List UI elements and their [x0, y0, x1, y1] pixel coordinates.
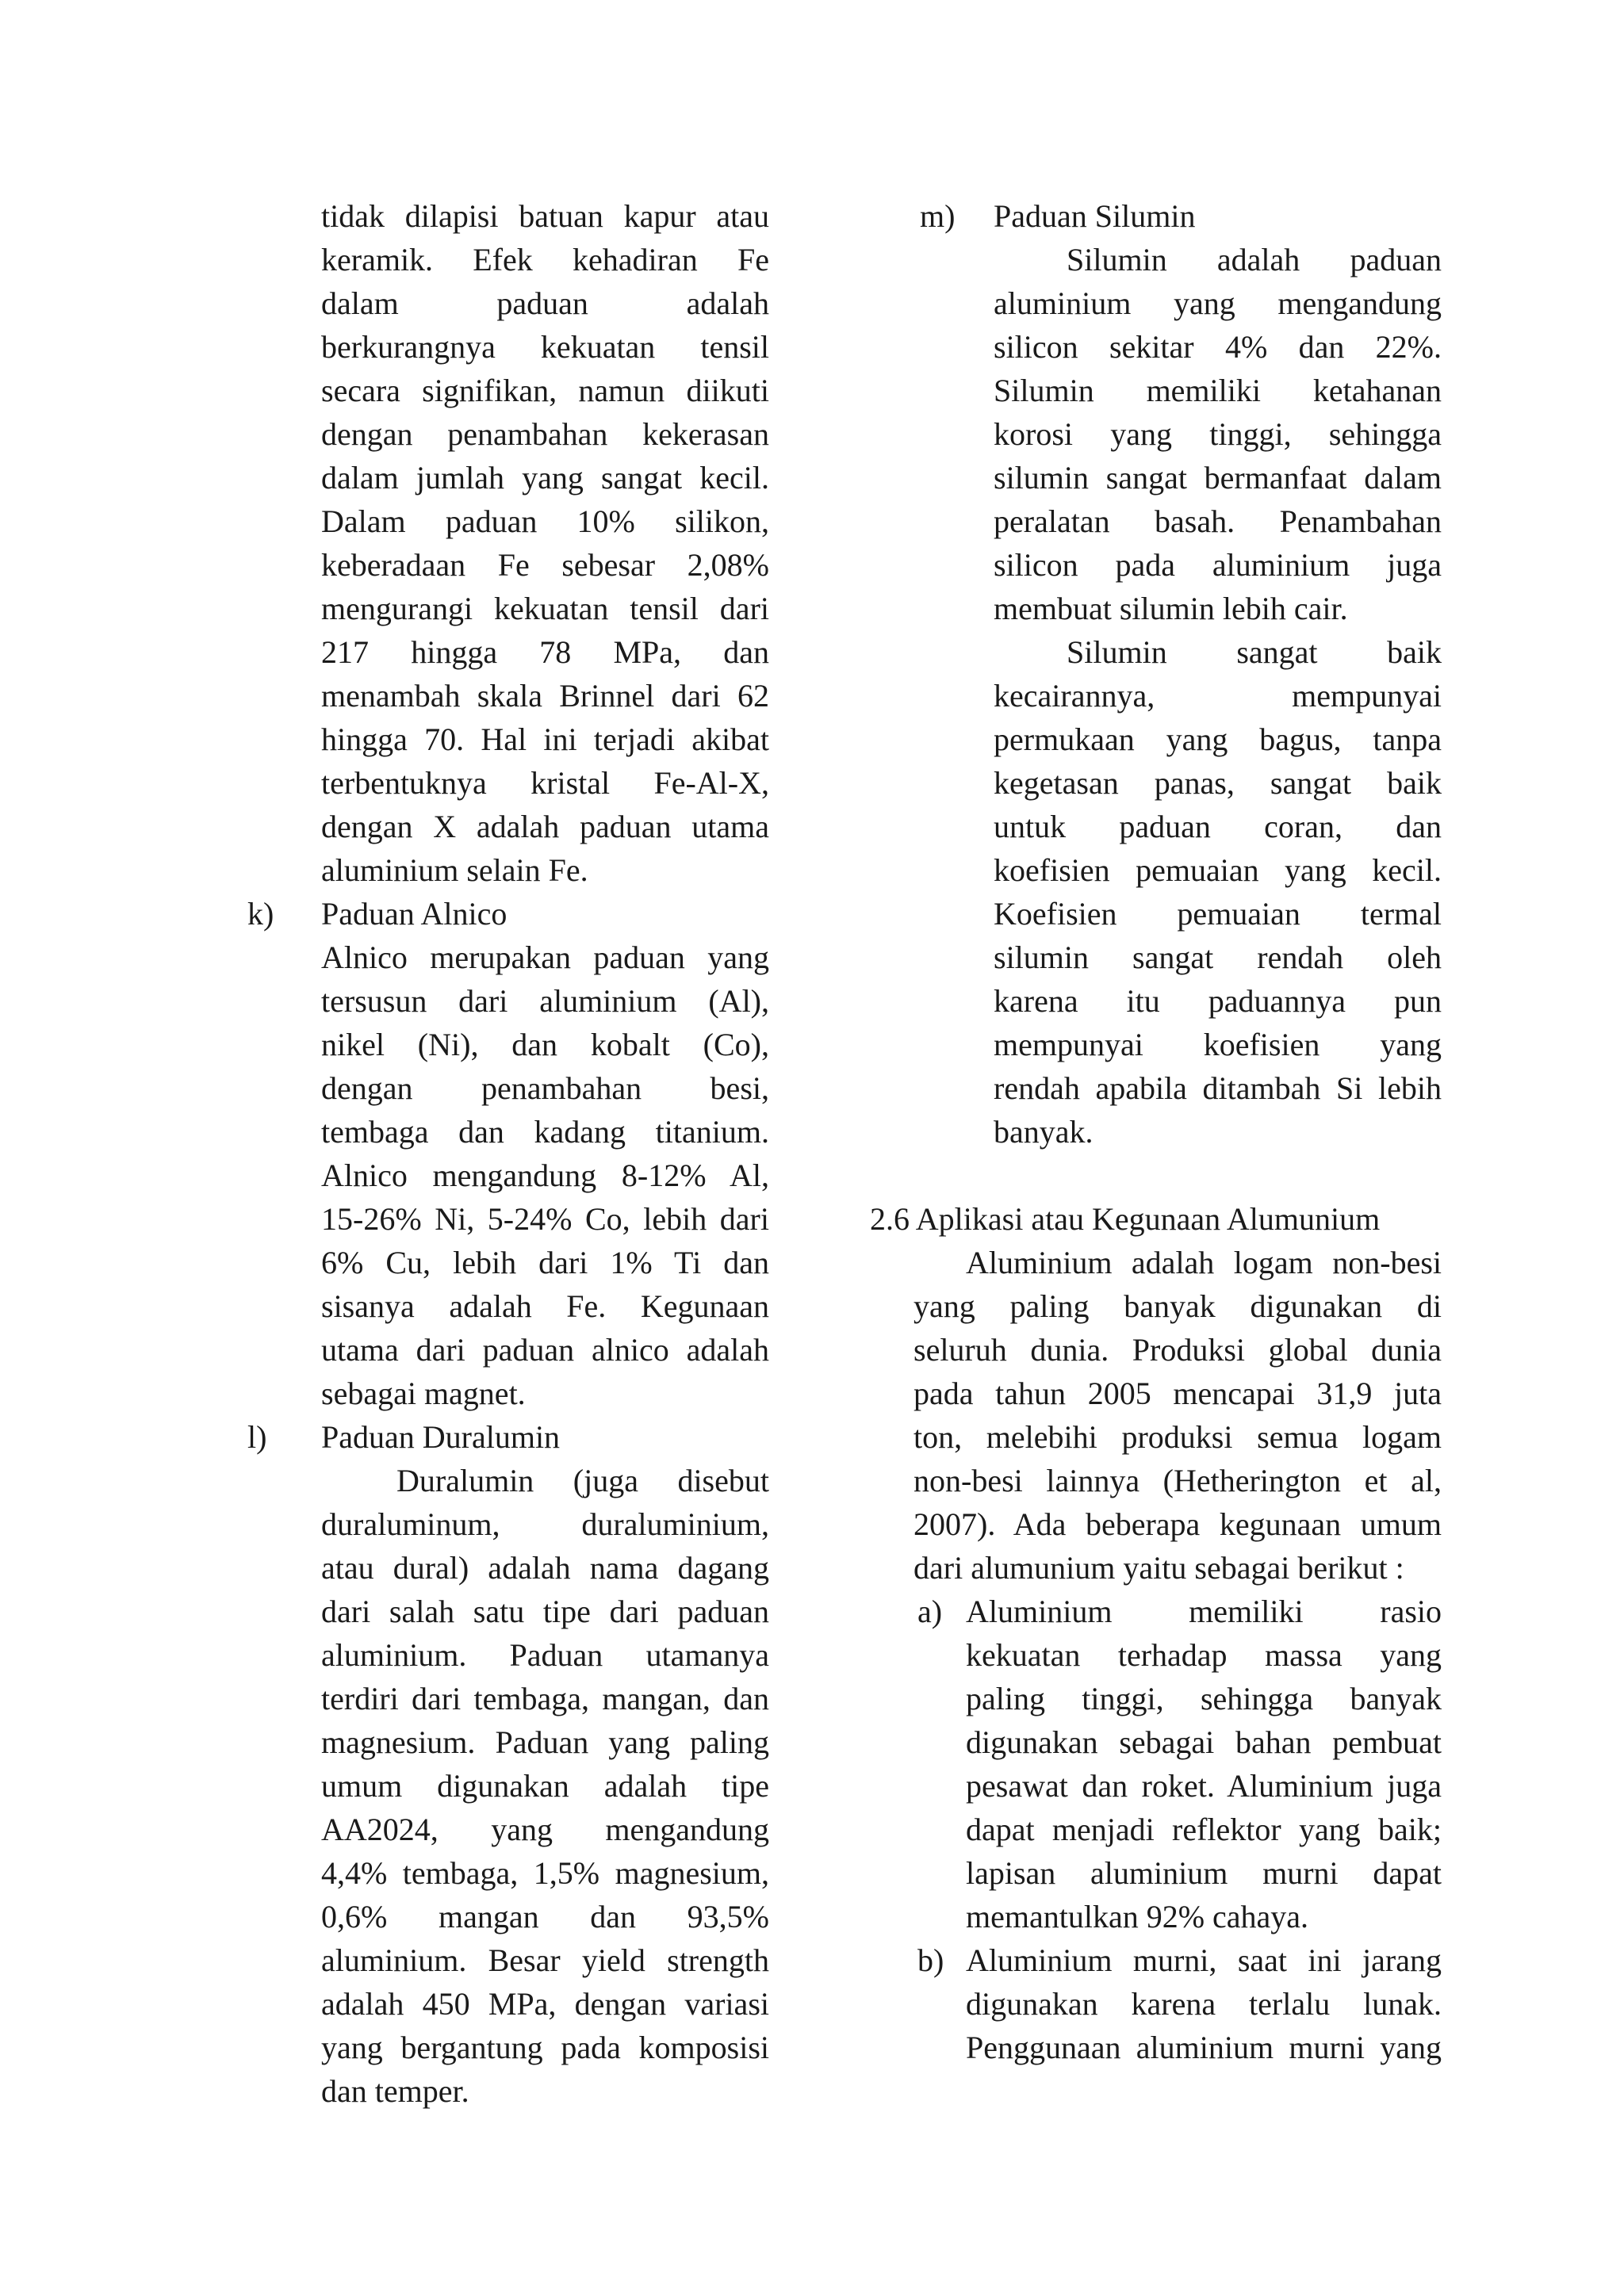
text-line: Silumin memiliki ketahanan	[994, 373, 1442, 408]
text-line: pesawat dan roket. Aluminium juga	[966, 1768, 1442, 1804]
text-line: kegetasan panas, sangat baik	[994, 765, 1442, 801]
text-line: permukaan yang bagus, tanpa	[994, 721, 1442, 757]
text-line: mempunyai koefisien yang	[994, 1027, 1442, 1062]
text-line: 2007). Ada beberapa kegunaan umum	[914, 1506, 1442, 1542]
text-line: rendah apabila ditambah Si lebih	[994, 1070, 1442, 1106]
text-line: yang bergantung pada komposisi	[321, 2030, 769, 2065]
item-title: Paduan Duralumin	[321, 1419, 561, 1455]
text-line: tidak dilapisi batuan kapur atau	[321, 198, 769, 234]
text-line: Aluminium murni, saat ini jarang	[966, 1942, 1442, 1978]
text-line: Alnico mengandung 8-12% Al,	[321, 1158, 769, 1193]
text-line: korosi yang tinggi, sehingga	[994, 416, 1442, 452]
text-line: aluminium. Besar yield strength	[321, 1942, 769, 1978]
text-line: digunakan karena terlalu lunak.	[966, 1986, 1442, 2022]
text-line: koefisien pemuaian yang kecil.	[994, 852, 1442, 888]
text-line: terbentuknya kristal Fe-Al-X,	[321, 765, 769, 801]
list-marker: b)	[917, 1942, 944, 1978]
text-line: peralatan basah. Penambahan	[994, 503, 1442, 539]
text-line: silicon pada aluminium juga	[994, 547, 1442, 583]
text-line: yang paling banyak digunakan di	[914, 1288, 1442, 1324]
text-line: dapat menjadi reflektor yang baik;	[966, 1812, 1442, 1847]
text-line: 4,4% tembaga, 1,5% magnesium,	[321, 1855, 769, 1891]
text-line: sebagai magnet.	[321, 1376, 526, 1411]
text-line: aluminium yang mengandung	[994, 285, 1442, 321]
text-line: silicon sekitar 4% dan 22%.	[994, 329, 1442, 365]
text-line: 0,6% mangan dan 93,5%	[321, 1899, 769, 1934]
text-line: Koefisien pemuaian termal	[994, 896, 1442, 932]
text-line: kekuatan terhadap massa yang	[966, 1637, 1442, 1673]
text-line: dengan penambahan kekerasan	[321, 416, 769, 452]
text-line: atau dural) adalah nama dagang	[321, 1550, 769, 1586]
text-line: tembaga dan kadang titanium.	[321, 1114, 769, 1150]
text-line: sisanya adalah Fe. Kegunaan	[321, 1288, 769, 1324]
text-line: secara signifikan, namun diikuti	[321, 373, 769, 408]
text-line: nikel (Ni), dan kobalt (Co),	[321, 1027, 769, 1062]
text-line: keberadaan Fe sebesar 2,08%	[321, 547, 769, 583]
text-line: menambah skala Brinnel dari 62	[321, 678, 769, 714]
text-line: aluminium selain Fe.	[321, 852, 588, 888]
text-line: Silumin adalah paduan	[1067, 242, 1442, 277]
text-line: AA2024, yang mengandung	[321, 1812, 769, 1847]
text-line: membuat silumin lebih cair.	[994, 591, 1348, 626]
text-line: silumin sangat rendah oleh	[994, 939, 1442, 975]
text-line: 15-26% Ni, 5-24% Co, lebih dari	[321, 1201, 769, 1237]
text-line: paling tinggi, sehingga banyak	[966, 1681, 1442, 1716]
text-line: utama dari paduan alnico adalah	[321, 1332, 769, 1368]
text-line: Alnico merupakan paduan yang	[321, 939, 769, 975]
section-heading: 2.6 Aplikasi atau Kegunaan Alumunium	[870, 1201, 1381, 1237]
text-line: kecairannya, mempunyai	[994, 678, 1442, 714]
text-line: Silumin sangat baik	[1067, 634, 1442, 670]
list-marker: k)	[247, 896, 274, 932]
text-line: Penggunaan aluminium murni yang	[966, 2030, 1442, 2065]
text-line: karena itu paduannya pun	[994, 983, 1442, 1019]
list-marker: l)	[247, 1419, 267, 1455]
text-line: ton, melebihi produksi semua logam	[914, 1419, 1442, 1455]
text-line: Duralumin (juga disebut	[396, 1463, 769, 1498]
text-line: magnesium. Paduan yang paling	[321, 1724, 769, 1760]
text-line: lapisan aluminium murni dapat	[966, 1855, 1442, 1891]
text-line: dalam jumlah yang sangat kecil.	[321, 460, 769, 496]
text-line: duraluminum, duraluminium,	[321, 1506, 769, 1542]
text-line: digunakan sebagai bahan pembuat	[966, 1724, 1442, 1760]
text-line: pada tahun 2005 mencapai 31,9 juta	[914, 1376, 1442, 1411]
item-title: Paduan Alnico	[321, 896, 508, 932]
text-line: adalah 450 MPa, dengan variasi	[321, 1986, 769, 2022]
text-line: untuk paduan coran, dan	[994, 809, 1442, 844]
text-line: keramik. Efek kehadiran Fe	[321, 242, 769, 277]
text-line: dengan penambahan besi,	[321, 1070, 769, 1106]
text-line: dalam paduan adalah	[321, 285, 769, 321]
text-line: aluminium. Paduan utamanya	[321, 1637, 769, 1673]
text-line: 217 hingga 78 MPa, dan	[321, 634, 769, 670]
text-line: dari alumunium yaitu sebagai berikut :	[914, 1550, 1404, 1586]
text-line: Aluminium memiliki rasio	[966, 1594, 1442, 1629]
text-line: mengurangi kekuatan tensil dari	[321, 591, 769, 626]
item-title: Paduan Silumin	[994, 198, 1196, 234]
text-line: umum digunakan adalah tipe	[321, 1768, 769, 1804]
text-line: non-besi lainnya (Hetherington et al,	[914, 1463, 1442, 1498]
text-line: dengan X adalah paduan utama	[321, 809, 769, 844]
text-line: Aluminium adalah logam non-besi	[966, 1245, 1442, 1280]
text-line: memantulkan 92% cahaya.	[966, 1899, 1309, 1934]
text-line: silumin sangat bermanfaat dalam	[994, 460, 1442, 496]
text-line: banyak.	[994, 1114, 1094, 1150]
text-line: seluruh dunia. Produksi global dunia	[914, 1332, 1442, 1368]
text-line: terdiri dari tembaga, mangan, dan	[321, 1681, 769, 1716]
list-marker: a)	[917, 1594, 943, 1629]
text-line: hingga 70. Hal ini terjadi akibat	[321, 721, 769, 757]
text-line: tersusun dari aluminium (Al),	[321, 983, 769, 1019]
text-line: dan temper.	[321, 2073, 469, 2109]
text-line: berkurangnya kekuatan tensil	[321, 329, 769, 365]
list-marker: m)	[920, 198, 956, 234]
text-line: dari salah satu tipe dari paduan	[321, 1594, 769, 1629]
text-line: Dalam paduan 10% silikon,	[321, 503, 769, 539]
text-line: 6% Cu, lebih dari 1% Ti dan	[321, 1245, 769, 1280]
